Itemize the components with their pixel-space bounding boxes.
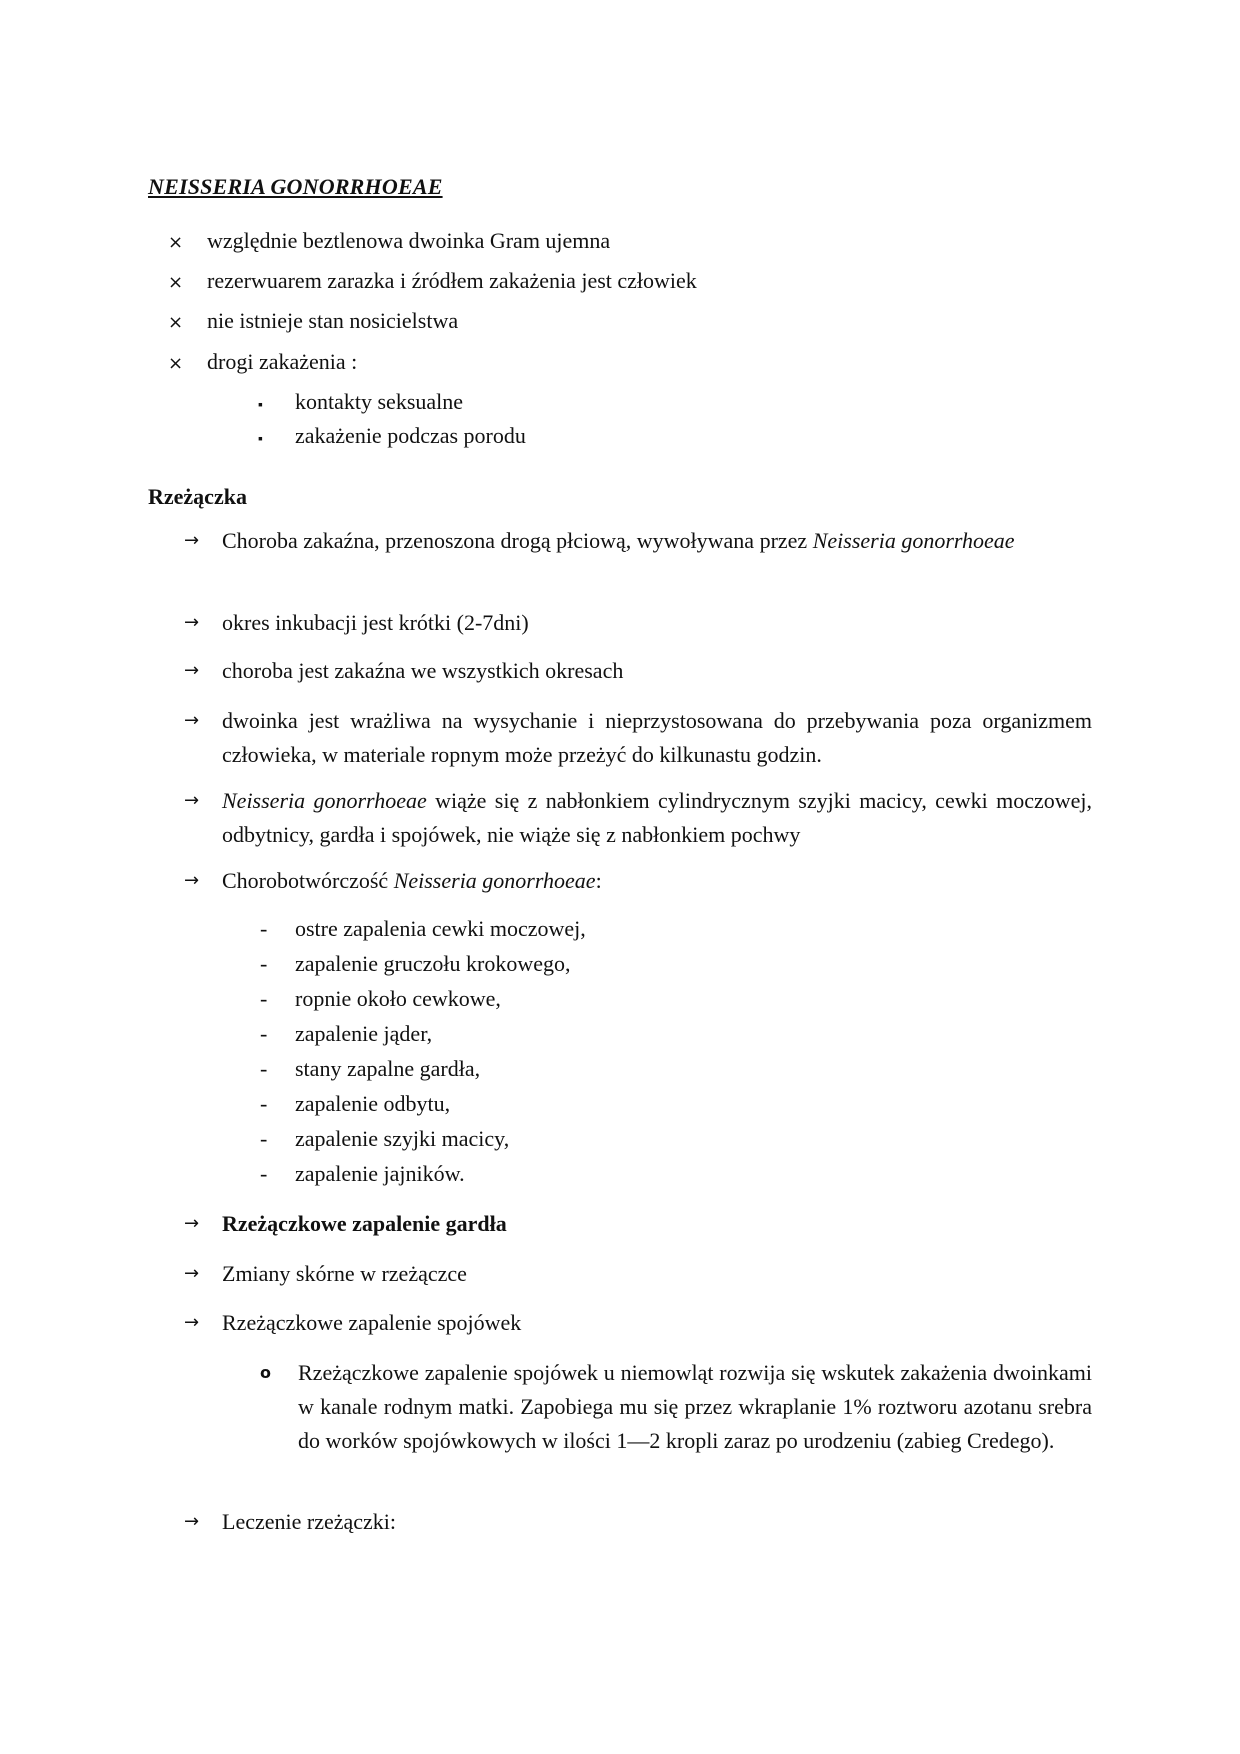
bullet-text: rezerwuarem zarazka i źródłem zakażenia jest człowiek: [207, 268, 697, 293]
text-run: wiąże się z nabłonkiem cylindrycznym szyjki macicy, cewki moczowej, odbytnicy, gardła i spojówek, nie wiąże się z nabłonkiem pochwy: [222, 788, 1092, 847]
pathogenicity-item: [260, 951, 571, 977]
arrow-item-text: Zmiany skórne w rzeżączce: [222, 1261, 467, 1286]
conjunctivitis-note: [260, 1356, 1092, 1458]
arrow-item: [184, 704, 1092, 772]
arrow-item-text: okres inkubacji jest krótki (2-7dni): [222, 610, 529, 635]
item-text: ropnie około cewkowe,: [295, 986, 501, 1011]
italic-run: Neisseria gonorrhoeae: [222, 788, 427, 813]
section-title: Rzeżączka: [148, 484, 247, 509]
dash-bullet-icon: -: [260, 916, 268, 941]
dash-bullet-icon: -: [260, 1161, 268, 1186]
dash-bullet-icon: -: [260, 1126, 268, 1151]
text-run: :: [595, 868, 602, 893]
italic-run: Neisseria gonorrhoeae: [393, 868, 596, 893]
arrow-item: [184, 606, 1092, 640]
arrow-item: [184, 1306, 1092, 1340]
route-bullet: [258, 389, 463, 415]
arrow-right-icon: →: [184, 870, 200, 891]
item-text: zapalenie gruczołu krokowego,: [295, 951, 571, 976]
pathogenicity-item: [260, 986, 501, 1012]
item-text: ostre zapalenia cewki moczowej,: [295, 916, 586, 941]
arrow-item-text: Rzeżączkowe zapalenie spojówek: [222, 1310, 522, 1335]
x-bullet-icon: ×: [168, 232, 184, 253]
bullet-text: drogi zakażenia :: [207, 349, 358, 374]
x-bullet-icon: ×: [168, 272, 184, 293]
item-text: zapalenie szyjki macicy,: [295, 1126, 510, 1151]
treatment-heading: Leczenie rzeżączki:: [222, 1509, 397, 1534]
dash-bullet-icon: -: [260, 986, 268, 1011]
arrow-item-text: [222, 524, 1092, 558]
arrow-right-icon: →: [184, 1312, 200, 1333]
bullet-text: kontakty seksualne: [295, 389, 464, 414]
arrow-right-icon: →: [184, 1511, 200, 1532]
square-bullet-icon: ▪: [258, 432, 263, 447]
text-run: Chorobotwórczość: [222, 868, 394, 893]
arrow-item: [184, 1505, 1092, 1539]
pathogenicity-item: [260, 1056, 480, 1082]
square-bullet-icon: ▪: [258, 398, 263, 413]
item-text: zapalenie jąder,: [295, 1021, 433, 1046]
intro-bullet: [168, 268, 697, 294]
x-bullet-icon: ×: [168, 312, 184, 333]
route-bullet: [258, 423, 526, 449]
item-text: zapalenie odbytu,: [295, 1091, 451, 1116]
arrow-item: [184, 524, 1092, 558]
intro-bullet: [168, 228, 610, 254]
arrow-item-text: dwoinka jest wrażliwa na wysychanie i nieprzystosowana do przebywania poza organizmem człowieka, w materiale ropnym może przeżyć do kilkunastu godzin.: [222, 708, 1092, 767]
arrow-right-icon: →: [184, 530, 200, 551]
arrow-right-icon: →: [184, 1213, 200, 1234]
intro-bullet: [168, 349, 357, 375]
arrow-right-icon: →: [184, 790, 200, 811]
document-title: NEISSERIA GONORRHOEAE: [148, 174, 443, 199]
pathogenicity-item: [260, 916, 586, 942]
arrow-item-text: Rzeżączkowe zapalenie gardła: [222, 1211, 507, 1236]
pathogenicity-item: [260, 1126, 509, 1152]
bullet-text: względnie beztlenowa dwoinka Gram ujemna: [207, 228, 611, 253]
arrow-item: [184, 1207, 1092, 1241]
arrow-item: [184, 784, 1092, 852]
x-bullet-icon: ×: [168, 353, 184, 374]
arrow-right-icon: →: [184, 612, 200, 633]
arrow-right-icon: →: [184, 660, 200, 681]
arrow-item: [184, 654, 1092, 688]
arrow-item-text: choroba jest zakaźna we wszystkich okresach: [222, 658, 624, 683]
arrow-item-text: [222, 784, 1092, 852]
item-text: stany zapalne gardła,: [295, 1056, 481, 1081]
arrow-item: [184, 1257, 1092, 1291]
bullet-text: zakażenie podczas porodu: [295, 423, 526, 448]
arrow-right-icon: →: [184, 1263, 200, 1284]
text-run: Choroba zakaźna, przenoszona drogą płciową, wywoływana przez: [222, 528, 813, 553]
item-text: zapalenie jajników.: [295, 1161, 465, 1186]
dash-bullet-icon: -: [260, 1091, 268, 1116]
italic-run: Neisseria gonorrhoeae: [812, 528, 1015, 553]
pathogenicity-item: [260, 1091, 450, 1117]
arrow-item: [184, 864, 1092, 898]
arrow-right-icon: →: [184, 710, 200, 731]
pathogenicity-item: [260, 1021, 432, 1047]
bullet-text: nie istnieje stan nosicielstwa: [207, 308, 459, 333]
circle-bullet-icon: o: [260, 1363, 271, 1382]
dash-bullet-icon: -: [260, 1021, 268, 1046]
dash-bullet-icon: -: [260, 1056, 268, 1081]
pathogenicity-item: [260, 1161, 465, 1187]
intro-bullet: [168, 308, 458, 334]
dash-bullet-icon: -: [260, 951, 268, 976]
note-text: Rzeżączkowe zapalenie spojówek u niemowląt rozwija się wskutek zakażenia dwoinkami w kanale rodnym matki. Zapobiega mu się przez wkraplanie 1% roztworu azotanu srebra do worków spojówkowych w ilości 1—2 kropli zaraz po urodzeniu (zabieg Credego).: [298, 1360, 1092, 1453]
arrow-item-text: [222, 864, 1092, 898]
